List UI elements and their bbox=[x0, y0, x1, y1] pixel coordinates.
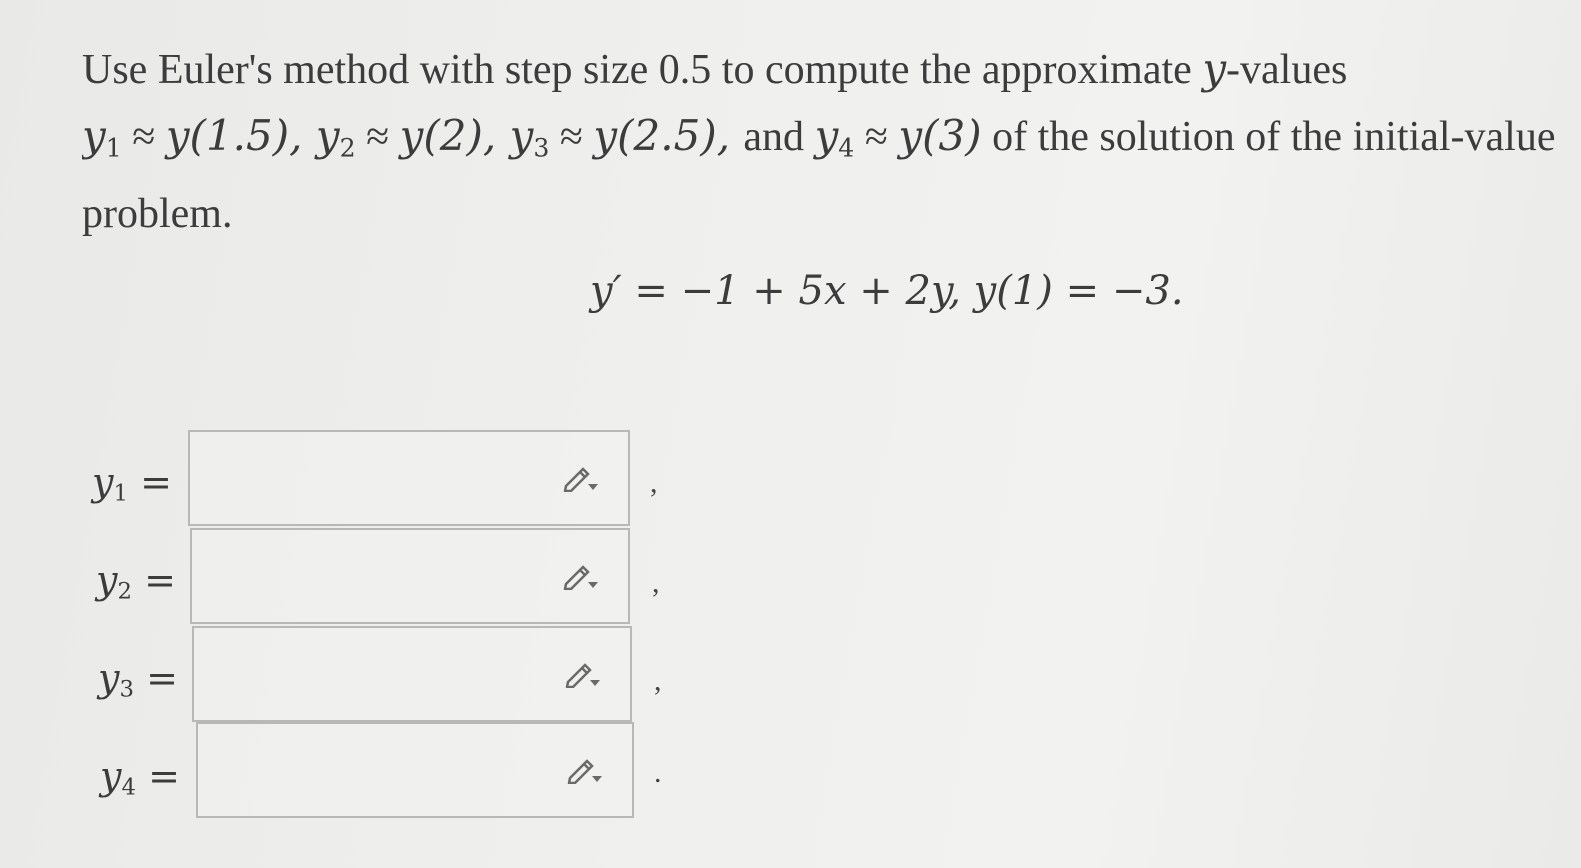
problem-text-values: -values bbox=[1226, 47, 1348, 93]
answer-box-2[interactable] bbox=[190, 528, 630, 624]
equals-2: = bbox=[131, 558, 176, 602]
y2-var: y bbox=[315, 111, 340, 160]
answer-sub-2: 2 bbox=[117, 578, 132, 605]
answer-input-y1[interactable] bbox=[190, 432, 530, 524]
y3-value: y(2.5), bbox=[593, 111, 744, 160]
answer-var-3: y bbox=[98, 656, 120, 700]
y1-var: y bbox=[82, 111, 106, 160]
approx-3: ≈ bbox=[549, 114, 594, 160]
y3-var: y bbox=[509, 111, 534, 160]
y3-sub: 3 bbox=[533, 133, 550, 163]
answer-sub-4: 4 bbox=[121, 774, 136, 801]
approx-2: ≈ bbox=[355, 114, 400, 160]
answer-input-y3[interactable] bbox=[194, 628, 534, 720]
equals-4: = bbox=[135, 754, 180, 798]
answer-input-y4[interactable] bbox=[198, 724, 538, 816]
y2-value: y(2), bbox=[399, 111, 510, 160]
y4-var: y bbox=[814, 111, 839, 160]
answer-input-y2[interactable] bbox=[192, 530, 532, 622]
problem-tail: of the solution of the initial-value bbox=[981, 114, 1556, 160]
approx-1: ≈ bbox=[121, 114, 166, 160]
pencil-dropdown-icon[interactable] bbox=[560, 564, 600, 590]
answer-var-2: y bbox=[96, 558, 118, 602]
and-text: and bbox=[743, 114, 815, 160]
answer-var-4: y bbox=[100, 754, 122, 798]
answer-box-4[interactable] bbox=[196, 722, 634, 818]
y4-sub: 4 bbox=[838, 133, 855, 163]
y4-value: y(3) bbox=[898, 111, 982, 160]
answer-box-3[interactable] bbox=[192, 626, 632, 722]
y1-sub: 1 bbox=[105, 133, 122, 163]
equals-1: = bbox=[127, 460, 172, 504]
y2-sub: 2 bbox=[339, 133, 356, 163]
pencil-dropdown-icon[interactable] bbox=[562, 662, 602, 688]
pencil-dropdown-icon[interactable] bbox=[560, 466, 600, 492]
y-variable: y bbox=[1202, 44, 1227, 93]
problem-line-3: problem. bbox=[82, 191, 233, 238]
differential-equation: y′ = −1 + 5x + 2y, y(1) = −3. bbox=[590, 268, 1184, 314]
answer-label-y2 bbox=[96, 558, 176, 605]
problem-statement bbox=[82, 36, 1581, 247]
answer-label-y4 bbox=[100, 754, 180, 801]
pencil-dropdown-icon[interactable] bbox=[564, 758, 604, 784]
y1-value: y(1.5), bbox=[165, 111, 316, 160]
answer-box-1[interactable] bbox=[188, 430, 630, 526]
comma-2: , bbox=[652, 566, 660, 599]
problem-line-1 bbox=[82, 36, 1581, 103]
answer-sub-3: 3 bbox=[119, 676, 134, 703]
period-4: . bbox=[654, 756, 662, 789]
approx-4: ≈ bbox=[854, 114, 899, 160]
comma-1: , bbox=[650, 466, 658, 499]
answer-var-1: y bbox=[92, 460, 114, 504]
equals-3: = bbox=[133, 656, 178, 700]
comma-3: , bbox=[654, 664, 662, 697]
problem-text-1: Use Euler's method with step size 0.5 to compute the approximate bbox=[82, 47, 1203, 93]
answer-label-y1 bbox=[92, 460, 172, 507]
problem-line-2 bbox=[82, 103, 1581, 181]
answer-label-y3 bbox=[98, 656, 178, 703]
answer-sub-1: 1 bbox=[113, 480, 128, 507]
